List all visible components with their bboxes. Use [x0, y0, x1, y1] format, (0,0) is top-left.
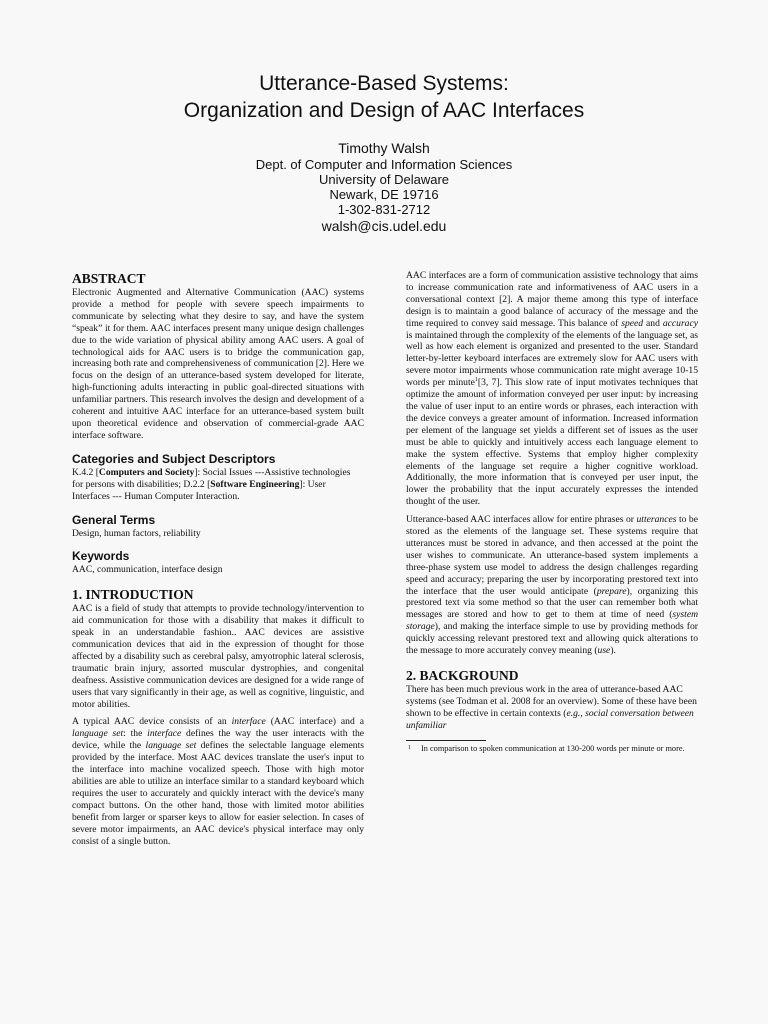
abstract-heading: ABSTRACT: [72, 271, 146, 286]
author-name: Timothy Walsh: [338, 140, 430, 156]
footnote-rule: [406, 740, 486, 741]
author-university: University of Delaware: [318, 172, 450, 187]
author-block: [0, 139, 768, 235]
categories-heading: Categories and Subject Descriptors: [72, 451, 276, 466]
introduction-heading: 1. INTRODUCTION: [72, 587, 194, 603]
general-terms-text: Design, human factors, reliability: [72, 527, 201, 539]
title-line-2: Organization and Design of AAC Interfaces: [183, 99, 585, 122]
author-dept: Dept. of Computer and Information Sciences: [255, 157, 513, 172]
general-terms-heading: General Terms: [72, 512, 156, 527]
intro-paragraph-2: A typical AAC device consists of an interface (AAC interface) and a language set: the interface defines the way the user interacts with the device, while the language set defines the selectable language elements provided by the interface. Most AAC devices translate the user's input to the interface into machine vocalized speech. Those with high motor abilities are able to utilize an interface similar to a standard keyboard which requires the user to accurately and quickly interact with the device's many compact buttons. On the other hand, those with limited motor abilities benefit from larger or sparser keys to allow for easier selection. In cases of severe motor impairments, an AAC device's physical interface may only consist of a single button.: [72, 716, 365, 847]
right-column: [406, 270, 698, 754]
footnote-marker: 1: [474, 376, 478, 383]
footnote-text: In comparison to spoken communication at 130-200 words per minute or more.: [421, 743, 685, 753]
abstract-text: Electronic Augmented and Alternative Communication (AAC) systems provide a method for people with severe speech impairments to communicate by selecting what they desire to say, and have the system “speak” it for them. AAC interfaces present many unique design challenges due to the wide variation of physical ability among AAC users. A goal of technological aids for AAC users is to bridge the communication gap, increasing both rate and comprehensiveness of communication [2]. Here we focus on the design of an utterance-based system developed for literate, high-functioning adults interacting in public goal-directed situations with unfamiliar partners. This research involves the design and development of a coherent and intuitive AAC interface for an utterance-based system built upon theoretical evidence and observation of commercial-grade AAC interface software.: [72, 287, 364, 441]
keywords-text: AAC, communication, interface design: [72, 564, 223, 576]
left-column: [72, 270, 364, 853]
footnote-mark: 1: [408, 744, 411, 751]
intro-paragraph-1: AAC is a field of study that attempts to provide technology/intervention to aid communication for those with a disability that makes it difficult to speak in an understandable fashion.. AAC devices are assistive communication devices that aid in the expression of thought for those affected by a disability such as cerebral palsy, amyotrophic lateral sclerosis, traumatic brain injury, assorted muscular dystrophies, and congenital deafness. Assistive communication devices are designed for a wide range of users that vary significantly in their age, as well as cognitive, linguistic, and motor abilities.: [72, 603, 364, 710]
paper-title: [0, 70, 768, 124]
author-phone: 1-302-831-2712: [337, 202, 431, 217]
author-email: walsh@cis.udel.edu: [321, 218, 447, 234]
intro-paragraph-4: Utterance-based AAC interfaces allow for entire phrases or utterances to be stored as the elements of the language set. These systems require that utterances must be stored in advance, and then accessed at the point the user wishes to communicate. An utterance-based system implements a three-phase system use model to address the design challenges regarding speed and accuracy; preparing the user by incorporating prestored text into the interface that the user would anticipate (prepare), organizing this prestored text via some method so that the user can remember both what messages are stored and how to get to them at time of need (system storage), and making the interface simple to use by providing methods for quickly accessing relevant prestored text and allowing quick alterations to the message to more accurately convey meaning (use).: [406, 514, 698, 657]
categories-text: K.4.2 [Computers and Society]: Social Issues ---Assistive technologies for persons with disabilities; D.2.2 [Software Engineering]: User Interfaces --- Human Computer Interaction.: [72, 466, 351, 502]
keywords-heading: Keywords: [72, 549, 130, 564]
background-text: There has been much previous work in the area of utterance-based AAC systems (see Todman et al. 2008 for an overview). Some of these have been shown to be effective in certain contexts (e.g., social conversation between unfamiliar: [406, 684, 697, 731]
title-line-1: Utterance-Based Systems:: [259, 72, 509, 95]
background-heading: 2. BACKGROUND: [406, 668, 519, 683]
intro-paragraph-3: AAC interfaces are a form of communication assistive technology that aims to increase communication rate and informativeness of AAC users in a conversational context [2]. A major theme among this type of interface design is to maintain a good balance of accuracy of the message and the time required to convey said message. This balance of speed and accuracy is maintained through the complexity of the elements of the language set, as well as how each element is organized and presented to the user. Standard letter-by-letter keyboard interfaces are extremely slow for AAC users with severe motor impairments whose communication rate might average 10-15 words per minute$^1$[3, 7]. This slow rate of input motivates techniques that optimize the amount of information conveyed per user input: by increasing the value of user input to an entire words or phrases, each interaction with the device conveys a greater amount of information. Increased information per element of the language set yields a different set of issues as the user must be able to quickly and intuitively access each language element to make the system effective. Systems that employ higher complexity elements of the language set require a higher cognitive workload. Additionally, the more information that is conveyed per user input, the lower the probability that the input accurately expresses the intended thought of the user.: [406, 270, 698, 508]
author-city: Newark, DE 19716: [329, 187, 439, 202]
footnote: [406, 744, 698, 754]
